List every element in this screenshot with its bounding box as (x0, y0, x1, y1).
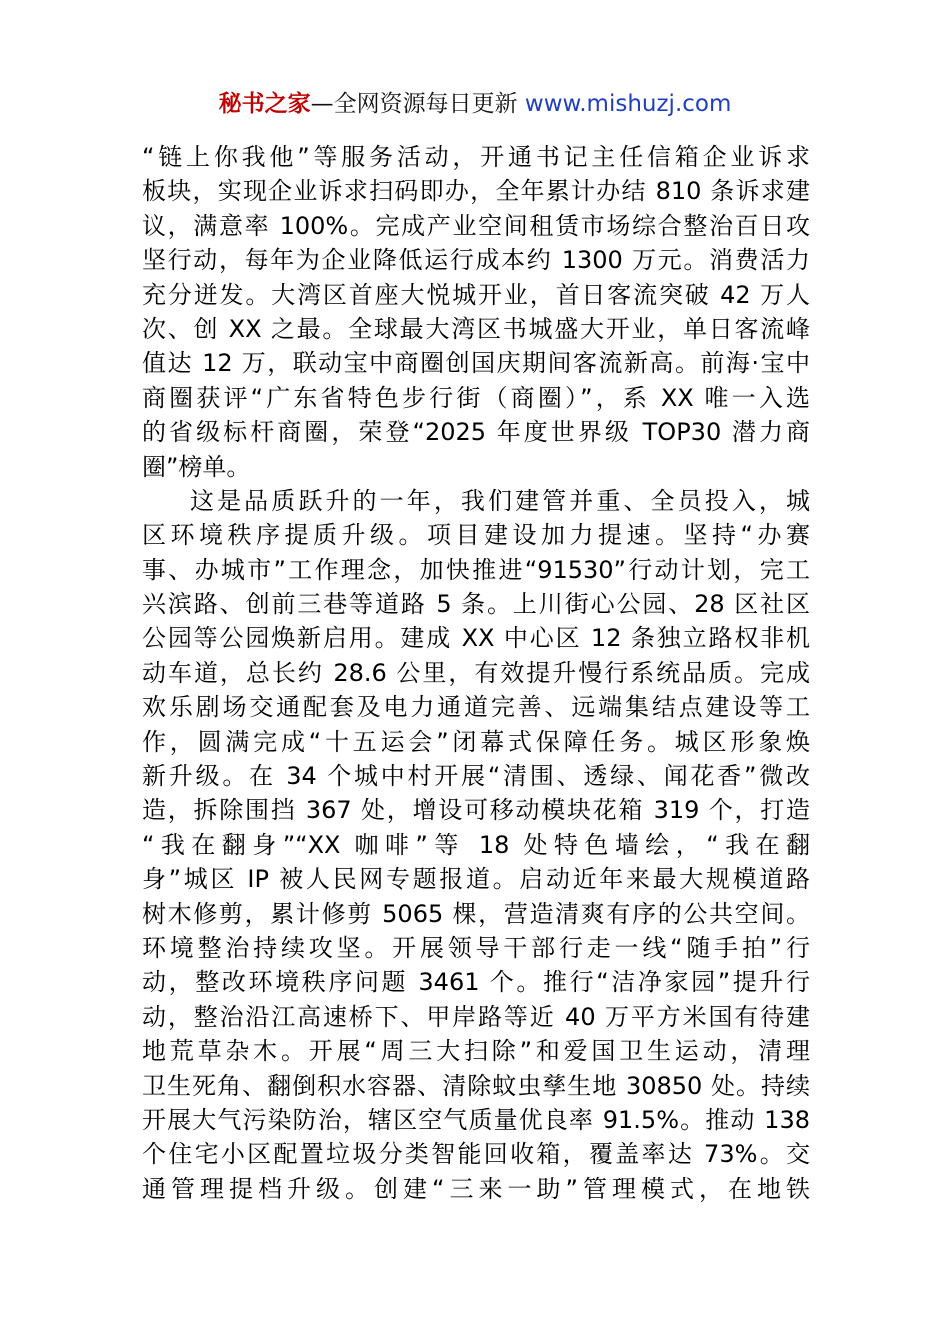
text-line: 通管理提档升级。创建“三来一助”管理模式，在地铁 (142, 1174, 810, 1203)
text-line: 动，整改环境秩序问题 3461 个。推行“洁净家园”提升行 (142, 968, 810, 997)
text-line: 开展大气污染防治，辖区空气质量优良率 91.5%。推动 138 (142, 1105, 810, 1134)
text-line: 地荒草杂木。开展“周三大扫除”和爱国卫生运动，清理 (142, 1037, 810, 1066)
text-line: 造，拆除围挡 367 处，增设可移动模块花箱 319 个，打造 (142, 796, 810, 825)
text-line: 坚行动，每年为企业降低运行成本约 1300 万元。消费活力 (142, 246, 810, 275)
text-line: 环境整治持续攻坚。开展领导干部行走一线“随手拍”行 (142, 933, 810, 962)
text-line: 身”城区 IP 被人民网专题报道。启动近年来最大规模道路 (142, 865, 810, 894)
document-body (142, 140, 810, 1206)
text-line: 充分迸发。大湾区首座大悦城开业，首日客流突破 42 万人 (142, 280, 810, 309)
text-line: 这是品质跃升的一年，我们建管并重、全员投入，城 (190, 486, 810, 515)
text-line: 树木修剪，累计修剪 5065 棵，营造清爽有序的公共空间。 (142, 899, 810, 928)
text-line: 新升级。在 34 个城中村开展“清围、透绿、闻花香”微改 (142, 762, 810, 791)
text-line: 区环境秩序提质升级。项目建设加力提速。坚持“办赛 (142, 521, 810, 550)
text-line: 板块，实现企业诉求扫码即办，全年累计办结 810 条诉求建 (142, 177, 810, 206)
text-line: 动车道，总长约 28.6 公里，有效提升慢行系统品质。完成 (142, 658, 810, 687)
text-line: 欢乐剧场交通配套及电力通道完善、远端集结点建设等工 (142, 693, 810, 722)
text-line: 值达 12 万，联动宝中商圈创国庆期间客流新高。前海·宝中 (142, 349, 810, 378)
brand-name: 秘书之家 (218, 91, 311, 117)
text-line: 个住宅小区配置垃圾分类智能回收箱，覆盖率达 73%。交 (142, 1140, 810, 1169)
text-line: “我在翻身”“XX 咖啡”等 18 处特色墙绘，“我在翻 (142, 830, 810, 859)
text-line: 议，满意率 100%。完成产业空间租赁市场综合整治百日攻 (142, 211, 810, 240)
text-line: 的省级标杆商圈，荣登“2025 年度世界级 TOP30 潜力商 (142, 418, 810, 447)
page-header (0, 88, 950, 120)
text-line: “链上你我他”等服务活动，开通书记主任信箱企业诉求 (142, 143, 810, 171)
text-line: 兴滨路、创前三巷等道路 5 条。上川街心公园、28 区社区 (142, 590, 810, 619)
text-line: 作，圆满完成“十五运会”闭幕式保障任务。城区形象焕 (142, 727, 810, 756)
site-link[interactable]: www.mishuzj.com (524, 91, 732, 117)
text-line: 事、办城市”工作理念，加快推进“91530”行动计划，完工 (142, 555, 810, 584)
text-line: 商圈获评“广东省特色步行街（商圈）”，系 XX 唯一入选 (142, 383, 810, 412)
paragraph-2 (142, 484, 810, 1206)
text-line: 动，整治沿江高速桥下、甲岸路等近 40 万平方米国有待建 (142, 1002, 810, 1031)
text-line: 公园等公园焕新启用。建成 XX 中心区 12 条独立路权非机 (142, 624, 810, 653)
text-line: 卫生死角、翻倒积水容器、清除蚊虫孳生地 30850 处。持续 (142, 1071, 810, 1100)
header-tagline: —全网资源每日更新 (310, 91, 518, 117)
text-line: 圈”榜单。 (142, 452, 251, 481)
paragraph-1 (142, 140, 810, 484)
text-line: 次、创 XX 之最。全球最大湾区书城盛大开业，单日客流峰 (142, 314, 810, 343)
